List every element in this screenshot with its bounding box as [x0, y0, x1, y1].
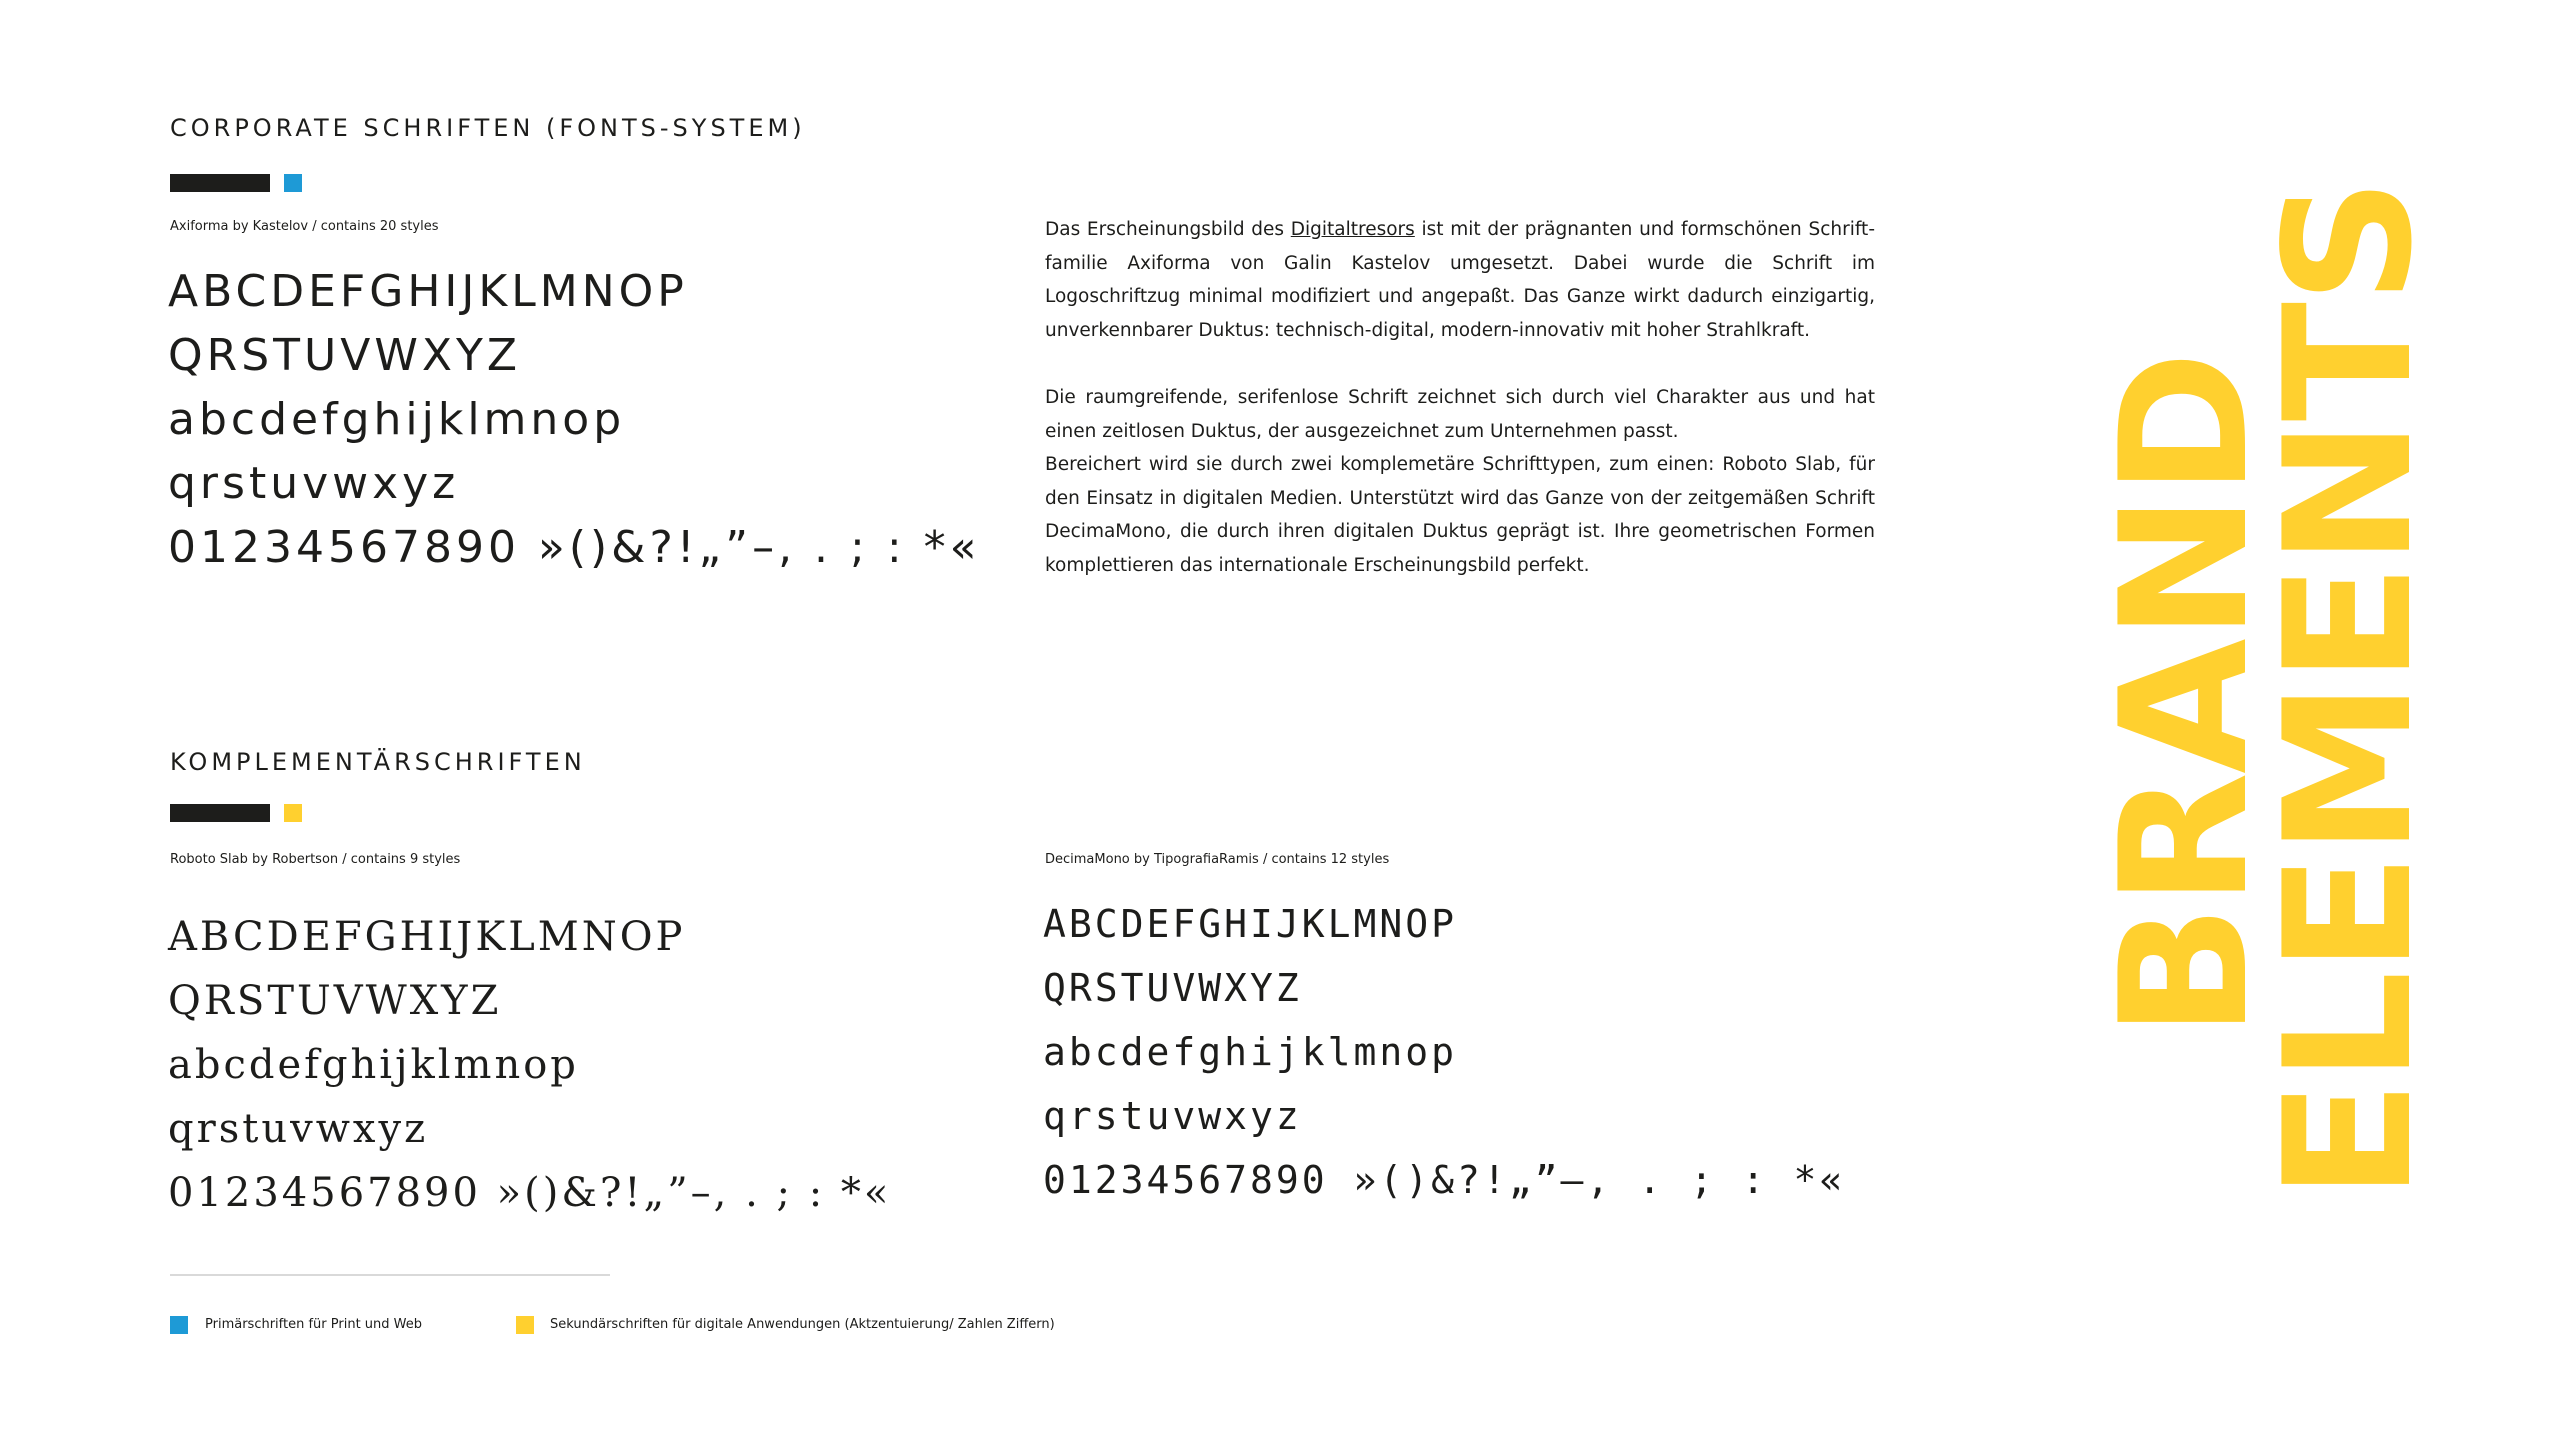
secondary-square	[284, 804, 302, 822]
axiforma-caption: Axiforma by Kastelov / contains 20 styles	[170, 219, 439, 234]
heading-bar	[170, 174, 270, 192]
brand-title-line2: ELEMENTS	[2248, 179, 2451, 1200]
glyph-line-numbers: 01234567890 »()&?!„”–, . ; : *«	[168, 1170, 892, 1216]
legend-secondary-square	[516, 1316, 534, 1334]
decima-caption: DecimaMono by TipografiaRamis / contains 12 styles	[1045, 852, 1390, 867]
glyph-line-uppercase-1: ABCDEFGHIJKLMNOP	[1043, 902, 1458, 946]
legend-primary-label: Primärschriften für Print und Web	[205, 1317, 423, 1332]
glyph-line-lowercase-1: abcdefghijklmnop	[168, 1042, 579, 1088]
legend-secondary-label: Sekundärschriften für digitale Anwendungen (Aktzentuierung/ Zahlen Ziffern)	[550, 1317, 1055, 1332]
glyph-line-uppercase-2: QRSTUVWXYZ	[1043, 966, 1302, 1010]
description-text	[1045, 213, 1875, 582]
heading-bar	[170, 804, 270, 822]
glyph-line-uppercase-1: ABCDEFGHIJKLMNOP	[168, 914, 686, 960]
roboto-glyph-sample	[168, 905, 891, 1225]
glyph-line-numbers: 01234567890 »()&?!„”–, . ; : *«	[168, 522, 981, 573]
glyph-line-lowercase-2: qrstuvwxyz	[168, 458, 460, 509]
complementary-heading: KOMPLEMENTÄRSCHRIFTEN	[170, 748, 586, 776]
glyph-line-uppercase-2: QRSTUVWXYZ	[168, 330, 521, 381]
glyph-line-lowercase-2: qrstuvwxyz	[168, 1106, 429, 1152]
description-paragraph-1: Das Erscheinungsbild des Digitaltresors ist mit der prägnanten und formschönen Schrift-familie Axiforma von Galin Kastelov umgesetzt. Dabei wurde die Schrift im Logoschriftzug minimal modifiziert und angepaßt. Das Ganze wirkt dadurch einzigartig, unverkennbarer Duktus: technisch-digital, modern-innovativ mit hoher Strahlkraft.	[1045, 219, 1875, 341]
legend-divider	[170, 1274, 610, 1276]
roboto-caption: Roboto Slab by Robertson / contains 9 styles	[170, 852, 461, 867]
digitaltresors-link[interactable]: Digitaltresors	[1290, 219, 1415, 240]
glyph-line-lowercase-1: abcdefghijklmnop	[168, 394, 626, 445]
corporate-heading: CORPORATE SCHRIFTEN (FONTS-SYSTEM)	[170, 114, 806, 142]
brand-title-line1: BRAND	[2084, 352, 2287, 1038]
glyph-line-lowercase-1: abcdefghijklmnop	[1043, 1030, 1458, 1074]
glyph-line-numbers: 01234567890 »()&?!„”–, . ; : *«	[1043, 1158, 1846, 1202]
description-paragraph-3: Bereichert wird sie durch zwei komplemetäre Schrifttypen, zum einen: Roboto Slab, für den Einsatz in digitalen Medien. Unterstützt wird das Ganze von der zeitgemäßen Schrift DecimaMono, die durch ihren digitalen Duktus geprägt ist. Ihre geometrischen Formen komplettieren das internationale Erscheinungsbild perfekt.	[1045, 454, 1875, 576]
decima-glyph-sample	[1043, 892, 1845, 1212]
description-paragraph-2: Die raumgreifende, serifenlose Schrift zeichnet sich durch viel Charakter aus und hat einen zeitlosen Duktus, der ausgezeichnet zum Unternehmen passt.	[1045, 387, 1875, 442]
primary-square	[284, 174, 302, 192]
axiforma-glyph-sample	[168, 260, 981, 580]
legend-primary-square	[170, 1316, 188, 1334]
glyph-line-lowercase-2: qrstuvwxyz	[1043, 1094, 1302, 1138]
glyph-line-uppercase-2: QRSTUVWXYZ	[168, 978, 502, 1024]
glyph-line-uppercase-1: ABCDEFGHIJKLMNOP	[168, 266, 688, 317]
